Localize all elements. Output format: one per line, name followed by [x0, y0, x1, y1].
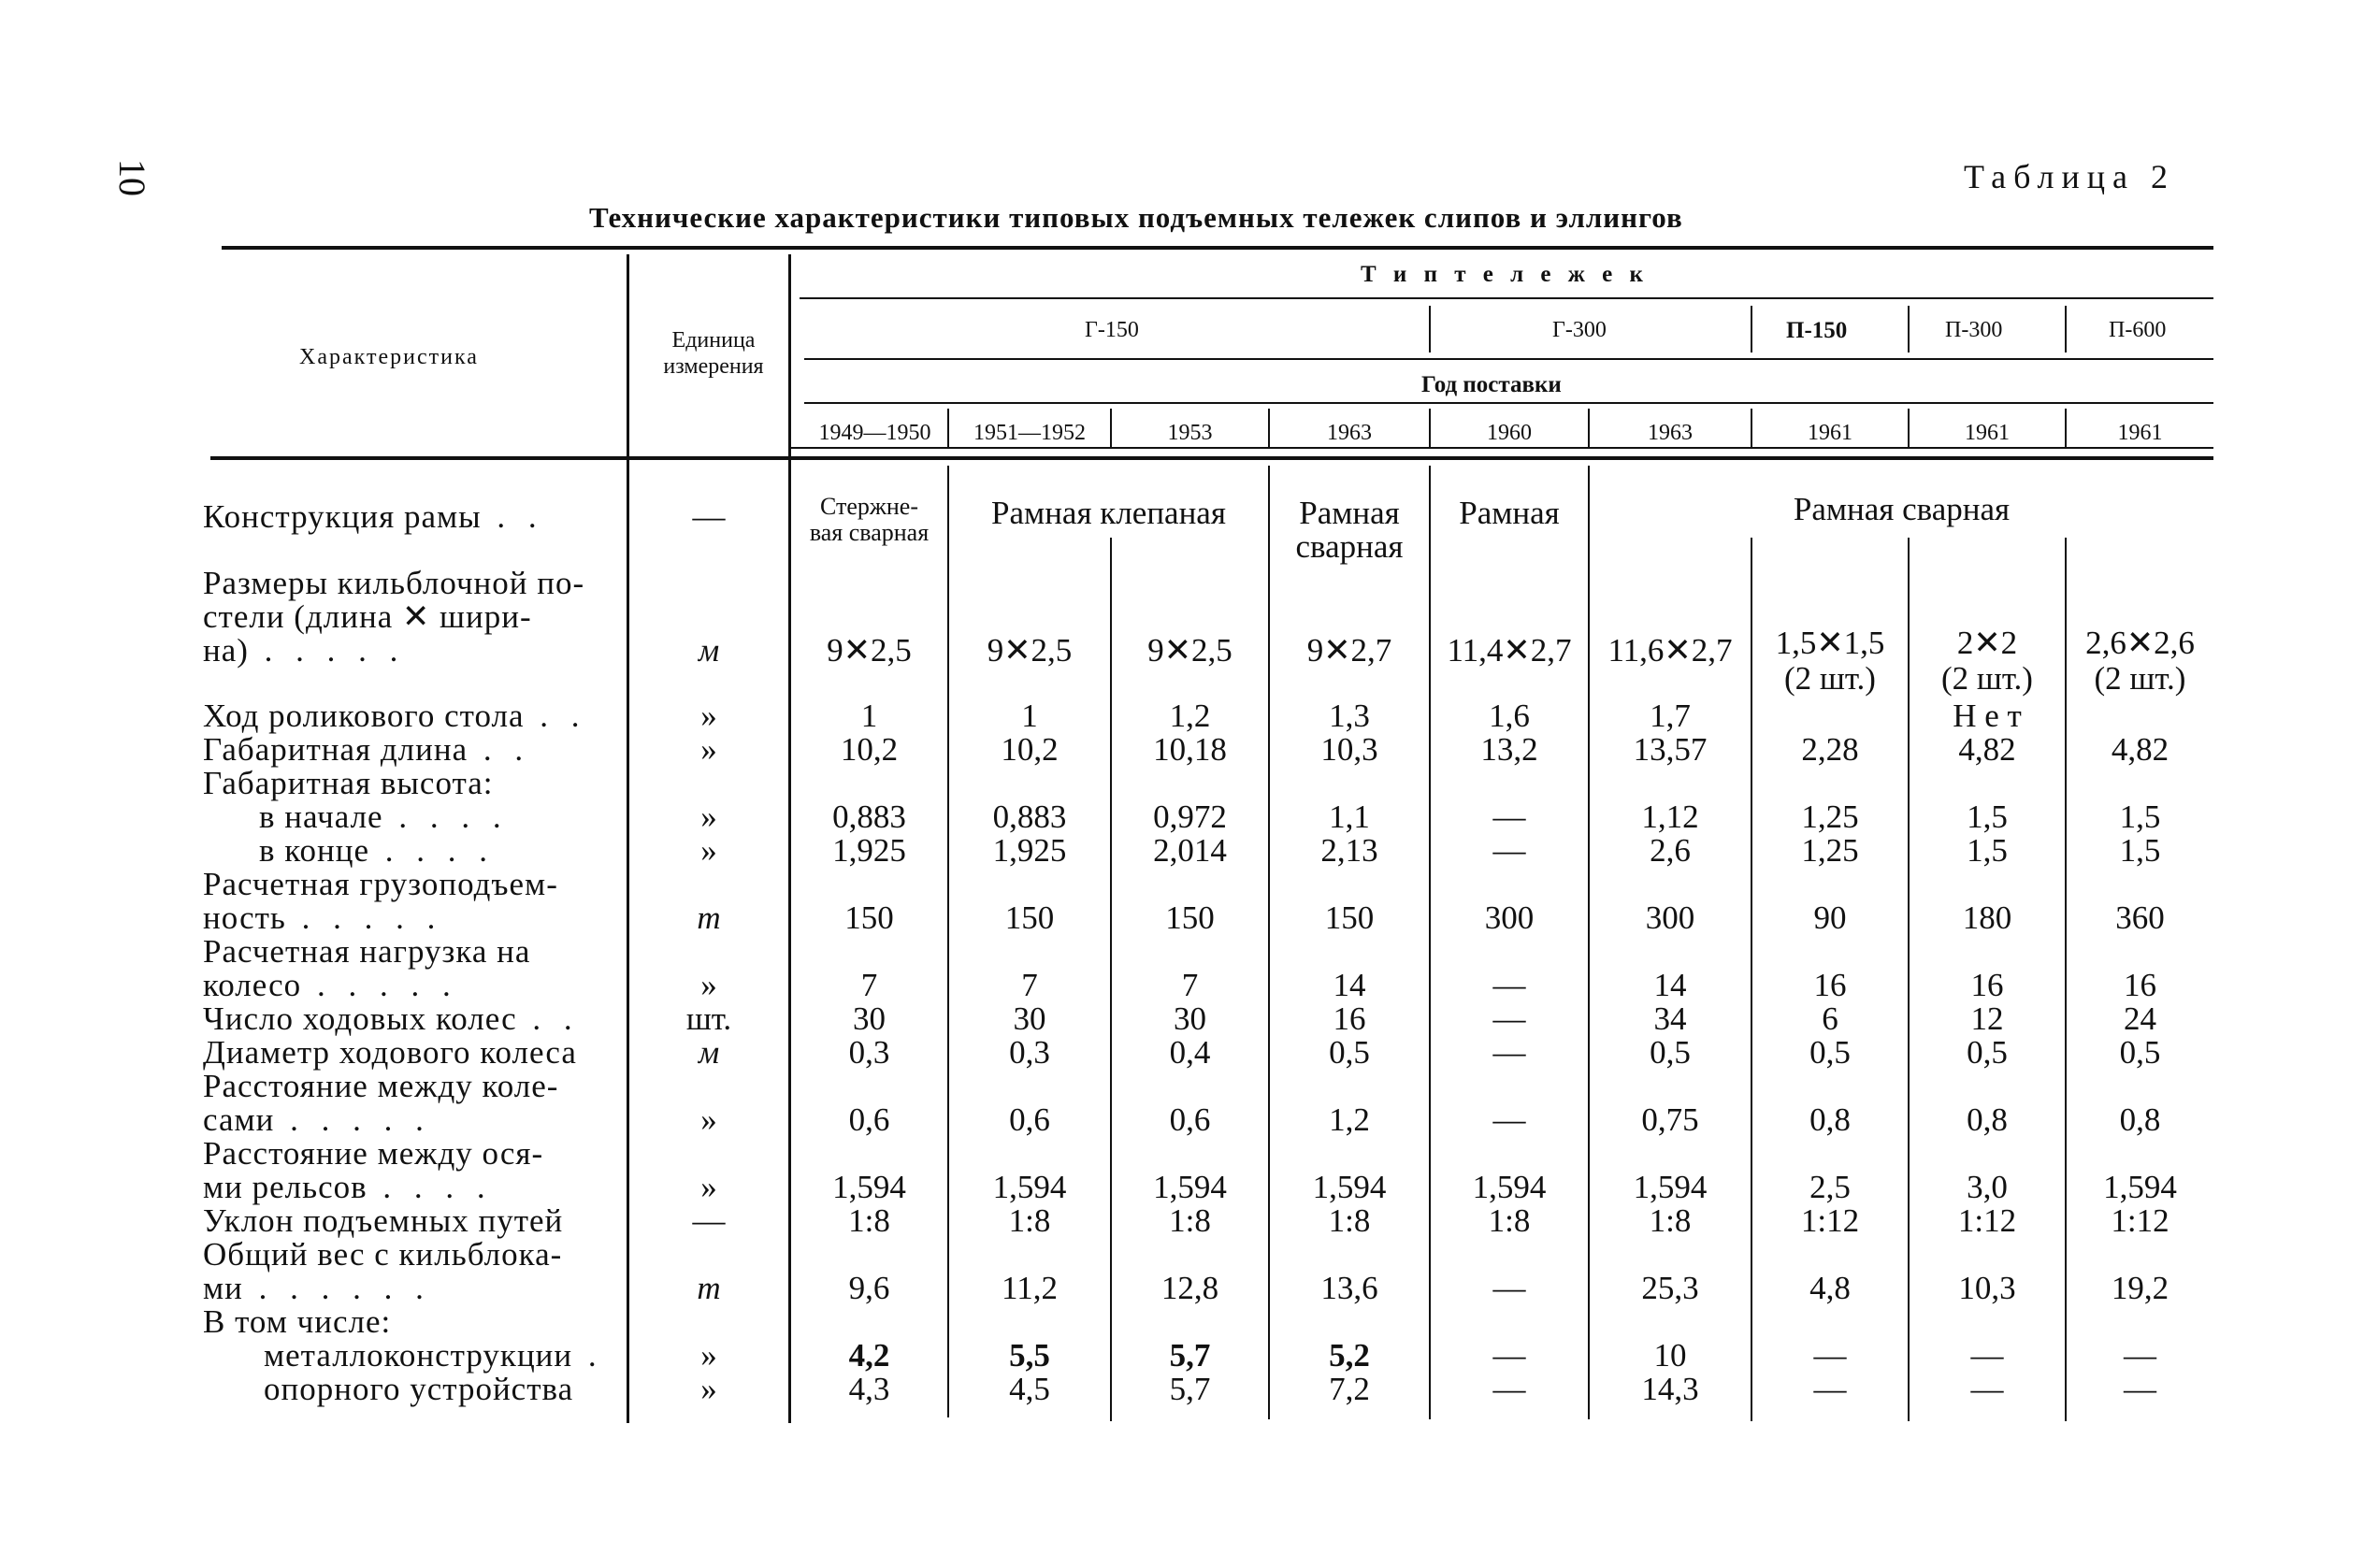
type-sep-4	[2065, 306, 2067, 352]
row-value: 1,7	[1650, 698, 1691, 734]
header-year: Год поставки	[1421, 372, 1562, 397]
row-value: 0,883	[832, 798, 906, 835]
header-year-1: 1949—1950	[818, 421, 931, 445]
row-value: 19,2	[2111, 1270, 2169, 1306]
keel-value: 9✕2,5	[827, 632, 912, 669]
row-value: 1,925	[832, 832, 906, 869]
row-unit: »	[700, 1337, 717, 1374]
header-year-9: 1961	[2117, 421, 2163, 445]
row-value: 0,5	[1329, 1034, 1370, 1071]
table-number: Таблица 2	[1964, 158, 2175, 195]
row-value: 0,75	[1641, 1101, 1699, 1138]
header-bottom-rule	[210, 456, 2213, 460]
row-value: 1,594	[1153, 1169, 1227, 1205]
row-value: 1:8	[1008, 1202, 1051, 1239]
row-value: —	[1492, 798, 1526, 835]
row-value: 1,25	[1801, 832, 1859, 869]
row-value: 4,2	[848, 1337, 890, 1374]
header-year-2: 1951—1952	[973, 421, 1086, 445]
row-unit: »	[700, 798, 717, 835]
row-label: Общий вес с кильблока-	[203, 1236, 563, 1273]
row-value: 11,2	[1002, 1270, 1058, 1306]
row-value: 34	[1653, 1000, 1687, 1037]
row-value: 150	[1004, 899, 1055, 936]
year-bottom-rule	[791, 447, 2213, 449]
frame-c69: Рамная сварная	[1793, 491, 2011, 527]
row-value: 1,594	[992, 1169, 1067, 1205]
row-value: 0,5	[1650, 1034, 1691, 1071]
row-value: 3,0	[1967, 1169, 2008, 1205]
row-value: —	[1492, 1270, 1526, 1306]
row-label: Расчетная нагрузка на	[203, 933, 531, 970]
row-value: —	[1813, 1371, 1847, 1407]
row-label: металлоконструкции .	[264, 1337, 604, 1374]
row-value: 1,5	[1967, 798, 2008, 835]
row-value: 5,2	[1329, 1337, 1370, 1374]
row-value: 1:8	[1328, 1202, 1371, 1239]
row-value: 0,3	[848, 1034, 890, 1071]
row-label: колесо . . . . .	[203, 967, 458, 1003]
row-label: ность . . . . .	[203, 899, 443, 936]
row-value: 0,6	[1009, 1101, 1050, 1138]
row-label: Уклон подъемных путей	[203, 1202, 564, 1239]
row-value: 1,5	[2119, 832, 2161, 869]
row-value: 0,5	[1809, 1034, 1851, 1071]
header-year-5: 1960	[1487, 421, 1532, 445]
row-unit: —	[692, 1202, 726, 1239]
row-value: 6	[1822, 1000, 1838, 1037]
header-type-p150: П-150	[1786, 318, 1848, 343]
row-label: ми рельсов . . . .	[203, 1169, 493, 1205]
row-value: 1:12	[1800, 1202, 1860, 1239]
row-value: 7	[1021, 967, 1038, 1003]
table-title: Технические характеристики типовых подъемных тележек слипов и эллингов	[589, 201, 1683, 234]
row-label: ми . . . . . .	[203, 1270, 431, 1306]
row-unit: »	[700, 698, 717, 734]
row-value: 30	[853, 1000, 886, 1037]
row-label: в начале . . . .	[259, 798, 509, 835]
row-value: 10,2	[1001, 731, 1059, 768]
row-value: 13,2	[1480, 731, 1538, 768]
row-value: 1,6	[1489, 698, 1530, 734]
row-value: 1:8	[1649, 1202, 1692, 1239]
keel-sub-value: (2 шт.)	[2094, 660, 2186, 697]
row-value: 12,8	[1160, 1270, 1219, 1306]
row-value: 0,6	[1169, 1101, 1211, 1138]
row-value: 30	[1174, 1000, 1206, 1037]
row-value: 16	[1970, 967, 2004, 1003]
page-number: 10	[111, 159, 153, 196]
keel-value: 2,6✕2,6	[2085, 625, 2195, 661]
header-type-p300: П-300	[1945, 318, 2003, 342]
row-value: 90	[1813, 899, 1847, 936]
row-value: 1,594	[1472, 1169, 1547, 1205]
row-value: —	[1970, 1371, 2004, 1407]
row-value: 10	[1653, 1337, 1687, 1374]
row-value: 4,3	[848, 1371, 890, 1407]
row-value: —	[1492, 1371, 1526, 1407]
header-year-6: 1963	[1648, 421, 1693, 445]
row-value: 1,3	[1329, 698, 1370, 734]
row-value: 0,6	[848, 1101, 890, 1138]
type-sep-2	[1751, 306, 1752, 352]
row-unit: »	[700, 1101, 717, 1138]
row-value: 16	[2124, 967, 2156, 1003]
row-value: Н е т	[1953, 698, 2022, 734]
row-value: 150	[844, 899, 894, 936]
row-value: 1	[860, 698, 878, 734]
row-unit: »	[700, 832, 717, 869]
row-label: Расчетная грузоподъем-	[203, 866, 558, 902]
row-value: 0,8	[2119, 1101, 2161, 1138]
row-label: Габаритная длина . .	[203, 731, 531, 768]
row-unit: »	[700, 1169, 717, 1205]
row-value: —	[1492, 832, 1526, 869]
row-unit: »	[700, 1371, 717, 1407]
row-value: 1,12	[1641, 798, 1699, 835]
keel-value: 1,5✕1,5	[1775, 625, 1885, 661]
row-value: 14	[1333, 967, 1366, 1003]
row-value: 7	[860, 967, 878, 1003]
row-value: 0,883	[992, 798, 1067, 835]
row-value: 1:8	[1169, 1202, 1211, 1239]
year-rule	[804, 402, 2213, 404]
row-value: 0,8	[1809, 1101, 1851, 1138]
row-label: Число ходовых колес . .	[203, 1000, 580, 1037]
row-unit: т	[697, 1270, 721, 1306]
row-value: 1:8	[1488, 1202, 1531, 1239]
header-year-8: 1961	[1965, 421, 2010, 445]
keel-value: 2✕2	[1956, 625, 2018, 661]
frame-c4-b: сварная	[1295, 528, 1404, 565]
header-year-4: 1963	[1327, 421, 1372, 445]
row-value: 16	[1813, 967, 1847, 1003]
row-value: 13,57	[1633, 731, 1708, 768]
row-value: —	[2124, 1337, 2156, 1374]
row-value: 1,2	[1169, 698, 1211, 734]
row-value: 150	[1324, 899, 1375, 936]
row-value: 1,594	[832, 1169, 906, 1205]
row-value: 2,13	[1320, 832, 1378, 869]
row-value: 150	[1165, 899, 1215, 936]
keel-label-2: стели (длина ✕ шири-	[203, 598, 532, 635]
row-label: Расстояние между коле-	[203, 1068, 559, 1104]
frame-label: Конструкция рамы . .	[203, 498, 544, 535]
row-unit: »	[700, 731, 717, 768]
frame-c4-a: Рамная	[1299, 495, 1400, 531]
row-value: 4,82	[2111, 731, 2169, 768]
row-value: 30	[1013, 1000, 1046, 1037]
keel-unit: м	[698, 632, 720, 669]
row-value: 4,8	[1809, 1270, 1851, 1306]
types-bottom-rule	[804, 358, 2213, 360]
row-value: 14	[1653, 967, 1687, 1003]
row-value: 7	[1181, 967, 1199, 1003]
keel-value: 11,4✕2,7	[1447, 632, 1572, 669]
row-value: —	[1492, 1337, 1526, 1374]
row-value: —	[1970, 1337, 2004, 1374]
row-value: 4,82	[1958, 731, 2016, 768]
types-rule	[800, 297, 2213, 299]
keel-value: 9✕2,5	[987, 632, 1073, 669]
row-value: 1,25	[1801, 798, 1859, 835]
keel-value: 9✕2,5	[1147, 632, 1232, 669]
row-value: 2,5	[1809, 1169, 1851, 1205]
header-types: Т и п т е л е ж е к	[1361, 262, 1649, 287]
row-value: 360	[2115, 899, 2165, 936]
type-sep-1	[1429, 306, 1431, 352]
frame-unit: —	[692, 498, 726, 535]
row-value: 1,594	[1312, 1169, 1387, 1205]
row-label: в конце . . . .	[259, 832, 495, 869]
row-unit: т	[697, 899, 721, 936]
keel-value: 9✕2,7	[1306, 632, 1392, 669]
row-value: 10,2	[840, 731, 899, 768]
row-value: 4,5	[1009, 1371, 1050, 1407]
row-value: 2,014	[1153, 832, 1227, 869]
row-value: 0,5	[2119, 1034, 2161, 1071]
row-value: 1,2	[1329, 1101, 1370, 1138]
row-value: —	[1492, 1101, 1526, 1138]
header-characteristic: Характеристика	[299, 345, 479, 369]
frame-c5: Рамная	[1459, 495, 1560, 531]
header-year-3: 1953	[1167, 421, 1213, 445]
row-label: Габаритная высота:	[203, 765, 494, 801]
type-sep-3	[1908, 306, 1910, 352]
row-value: 1,5	[2119, 798, 2161, 835]
row-value: 5,7	[1169, 1371, 1211, 1407]
row-value: 16	[1333, 1000, 1366, 1037]
header-type-g300: Г-300	[1552, 318, 1607, 342]
row-value: 9,6	[848, 1270, 890, 1306]
row-value: 0,4	[1169, 1034, 1211, 1071]
keel-value: 11,6✕2,7	[1607, 632, 1733, 669]
row-value: 12	[1970, 1000, 2004, 1037]
row-value: 0,3	[1009, 1034, 1050, 1071]
row-value: 1,594	[1633, 1169, 1708, 1205]
row-label: опорного устройства	[264, 1371, 574, 1407]
row-value: 1:8	[848, 1202, 890, 1239]
row-value: —	[2124, 1371, 2156, 1407]
row-label: Диаметр ходового колеса	[203, 1034, 577, 1071]
row-value: 7,2	[1329, 1371, 1370, 1407]
row-label: сами . . . . .	[203, 1101, 431, 1138]
row-value: —	[1492, 1000, 1526, 1037]
row-value: —	[1813, 1337, 1847, 1374]
row-unit: шт.	[685, 1000, 732, 1037]
row-value: 180	[1962, 899, 2012, 936]
row-value: 1,925	[992, 832, 1067, 869]
keel-label-1: Размеры кильблочной по-	[203, 565, 585, 601]
keel-label-3: на) . . . . .	[203, 632, 406, 669]
row-value: 10,3	[1320, 731, 1378, 768]
keel-sub-value: (2 шт.)	[1784, 660, 1876, 697]
row-value: 1,594	[2103, 1169, 2177, 1205]
top-rule	[222, 246, 2213, 250]
row-value: 300	[1484, 899, 1535, 936]
row-value: 24	[2124, 1000, 2156, 1037]
row-value: 25,3	[1641, 1270, 1699, 1306]
row-value: —	[1492, 1034, 1526, 1071]
row-value: 2,6	[1650, 832, 1691, 869]
frame-c23: Рамная клепаная	[991, 495, 1226, 531]
row-value: —	[1492, 967, 1526, 1003]
row-label: Ход роликового стола . .	[203, 698, 587, 734]
row-value: 10,3	[1958, 1270, 2016, 1306]
header-year-7: 1961	[1808, 421, 1852, 445]
row-value: 5,5	[1009, 1337, 1050, 1374]
row-value: 0,5	[1967, 1034, 2008, 1071]
row-value: 0,8	[1967, 1101, 2008, 1138]
frame-c1-a: Стержне-	[820, 493, 918, 520]
row-value: 5,7	[1169, 1337, 1211, 1374]
row-label: Расстояние между ося-	[203, 1135, 544, 1172]
row-value: 2,28	[1801, 731, 1859, 768]
row-value: 14,3	[1641, 1371, 1699, 1407]
row-value: 1,1	[1329, 798, 1370, 835]
row-label: В том числе:	[203, 1303, 392, 1340]
row-unit: »	[700, 967, 717, 1003]
row-value: 13,6	[1320, 1270, 1378, 1306]
header-type-g150: Г-150	[1085, 318, 1139, 342]
header-unit: Единица измерения	[663, 328, 764, 379]
row-value: 0,972	[1153, 798, 1227, 835]
frame-c1-b: вая сварная	[809, 519, 930, 546]
row-value: 10,18	[1153, 731, 1227, 768]
row-value: 1:12	[1957, 1202, 2017, 1239]
row-value: 1,5	[1967, 832, 2008, 869]
row-value: 300	[1645, 899, 1695, 936]
keel-sub-value: (2 шт.)	[1941, 660, 2033, 697]
row-unit: м	[698, 1034, 720, 1071]
row-value: 1:12	[2111, 1202, 2169, 1239]
header-type-p600: П-600	[2109, 318, 2167, 342]
row-value: 1	[1021, 698, 1038, 734]
